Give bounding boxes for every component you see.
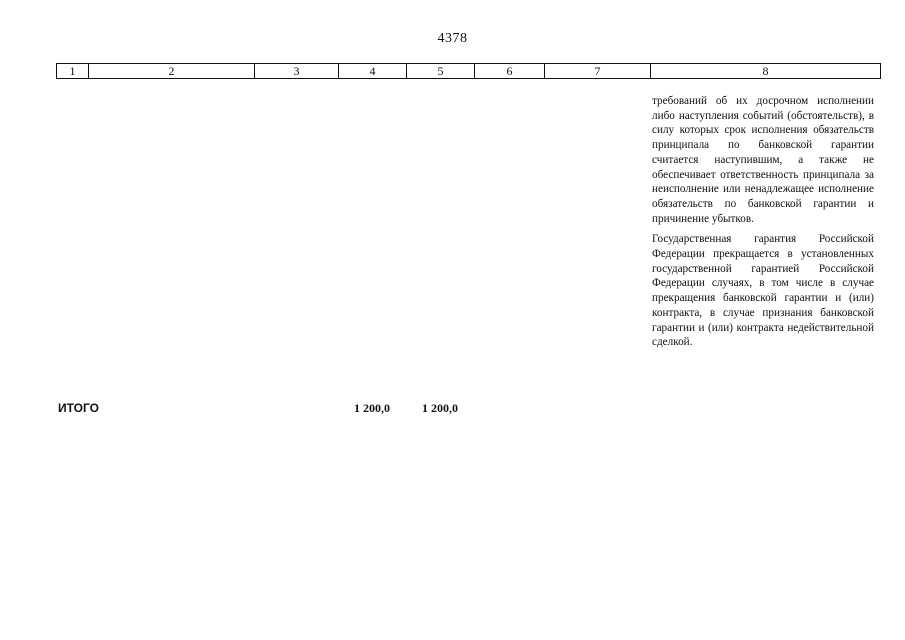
column-8-paragraph: требований об их досрочном исполнении либо наступления событий (обстоятельств), в силу которых срок исполнения обязательств принципала по банковской гарантии считается наступившим, а также не обеспечивает ответственность принципала за неисполнение или ненадлежащее исполнение обязательств по банковской гарантии и причинение убытков. <box>652 95 874 225</box>
column-header-2: 2 <box>89 64 255 79</box>
total-value-column-4: 1 200,0 <box>354 401 390 415</box>
column-header-7: 7 <box>545 64 651 79</box>
column-8-paragraph: Государственная гарантия Российской Федерации прекращается в установленных государственной гарантией Российской Федерации случаях, в том числе в случае прекращения банковской гарантии и (или) контракта, в случае признания банковской гарантии и (или) контракта недействительной сделкой. <box>652 233 874 349</box>
column-8-text-block <box>652 94 874 356</box>
header-row <box>57 64 881 79</box>
column-number-header <box>56 63 881 79</box>
column-header-6: 6 <box>475 64 545 79</box>
column-header-5: 5 <box>407 64 475 79</box>
column-header-8: 8 <box>651 64 881 79</box>
column-header-3: 3 <box>255 64 339 79</box>
total-label: ИТОГО <box>58 401 99 415</box>
total-value-column-5: 1 200,0 <box>422 401 458 415</box>
page-number: 4378 <box>437 31 468 46</box>
column-header-4: 4 <box>339 64 407 79</box>
column-header-1: 1 <box>57 64 89 79</box>
